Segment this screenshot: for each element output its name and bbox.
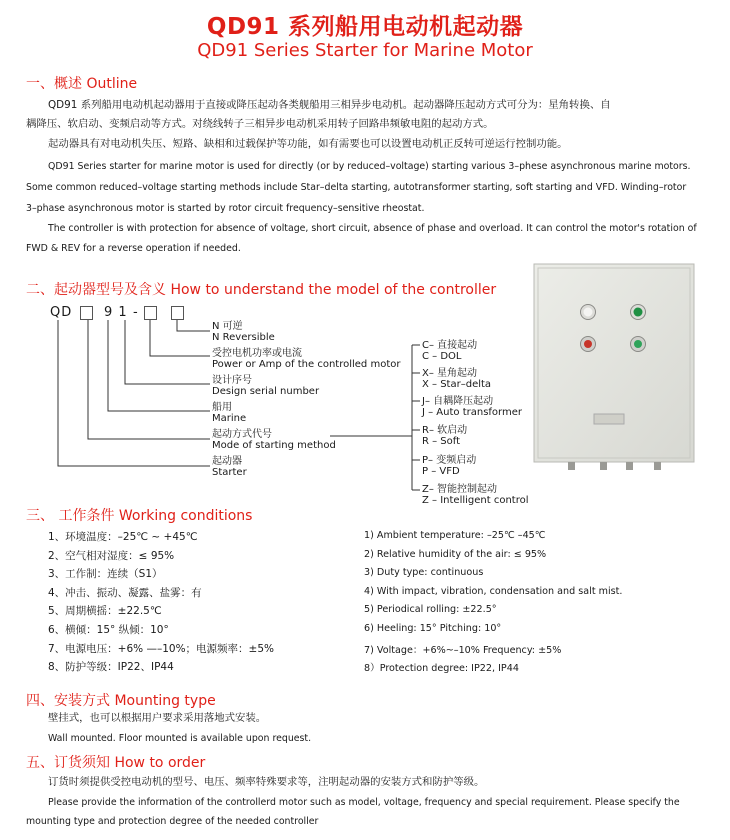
condition-en: 5) Periodical rolling: ±22.5°	[364, 604, 497, 615]
model-label-cn: 受控电机功率或电流	[212, 348, 302, 359]
model-label-cn: N 可逆	[212, 321, 243, 332]
method-en: X – Star–delta	[422, 379, 492, 390]
order-en-line: Please provide the information of the controllerd motor such as model, voltage, frequency and special requirement. Please specify the	[48, 797, 680, 808]
model-label-en: N Reversible	[212, 332, 275, 343]
outline-en-line: Some common reduced–voltage starting methods include Star–delta starting, autotransformer starting, soft starting and VFD. Winding–rotor	[26, 182, 687, 193]
mounting-heading: 四、安装方式 Mounting type	[26, 693, 216, 709]
model-label-cn: 起动器	[212, 456, 242, 467]
starter-cabinet-image	[528, 262, 700, 482]
method-item	[422, 484, 529, 506]
condition-en: 4) With impact, vibration, condensation and salt mist.	[364, 586, 623, 597]
condition-en: 3) Duty type: continuous	[364, 567, 484, 578]
mounting-en: Wall mounted. Floor mounted is available upon request.	[48, 733, 312, 744]
method-en: Z – Intelligent control	[422, 495, 529, 506]
condition-cn: 3、工作制：连续（S1）	[48, 568, 163, 580]
model-label-cn: 船用	[212, 402, 232, 413]
model-label-en: Power or Amp of the controlled motor	[212, 359, 401, 370]
outline-heading: 一、概述 Outline	[26, 76, 138, 92]
mounting-cn: 壁挂式，也可以根据用户要求采用落地式安装。	[48, 712, 267, 724]
method-cn: J– 自耦降压起动	[422, 396, 494, 407]
outline-en-line: FWD & REV for a reverse operation if needed.	[26, 243, 241, 254]
method-en: R – Soft	[422, 436, 461, 447]
condition-cn: 5、周期横摇：±22.5℃	[48, 605, 162, 617]
model-label-en: Design serial number	[212, 386, 320, 397]
model-digits: 9 1	[104, 305, 128, 320]
method-item	[422, 368, 491, 390]
outline-en-line: The controller is with protection for absence of voltage, short circuit, absence of phase and overload. It can control the motor's rotation of	[48, 223, 697, 234]
page-title: QD91 系列船用电动机起动器	[206, 14, 524, 40]
method-item	[422, 340, 477, 362]
outline-cn-line: 耦降压、软启动、变频启动等方式。对绕线转子三相异步电动机采用转子回路串频敏电阻的起动方式。	[26, 118, 494, 130]
condition-en: 1) Ambient temperature: –25℃ –45℃	[364, 530, 546, 541]
model-label-serial	[212, 375, 319, 397]
outline-cn-line: 起动器具有对电动机失压、短路、缺相和过载保护等功能，如有需要也可以设置电动机正反转可逆运行控制功能。	[48, 138, 568, 150]
outline-en-line: 3–phase asynchronous motor is started by rotor circuit frequency–sensitive rheostat.	[26, 203, 425, 214]
condition-cn: 2、空气相对湿度：≤ 95%	[48, 550, 175, 562]
condition-cn: 4、冲击、振动、凝露、盐雾：有	[48, 587, 202, 599]
condition-cn: 7、电源电压：+6% —–10%；电源频率：±5%	[48, 643, 275, 655]
condition-en: 7) Voltage：+6%~–10% Frequency: ±5%	[364, 645, 562, 656]
model-label-cn: 起动方式代号	[212, 429, 272, 440]
outline-cn-line: QD91 系列船用电动机起动器用于直接或降压起动各类舰船用三相异步电动机。起动器降压起动方式可分为：星角转换、自	[48, 99, 611, 111]
condition-cn: 8、防护等级：IP22、IP44	[48, 661, 174, 673]
model-label-en: Marine	[212, 413, 247, 424]
method-cn: X– 星角起动	[422, 368, 478, 379]
model-prefix: QD	[50, 305, 73, 320]
model-label-cn: 设计序号	[212, 375, 252, 386]
model-label-power	[212, 348, 400, 370]
order-en-line: mounting type and protection degree of the needed controller	[26, 816, 319, 827]
model-label-reversible	[212, 321, 275, 343]
method-cn: Z– 智能控制起动	[422, 484, 498, 495]
model-label-en: Mode of starting method	[212, 440, 336, 451]
method-en: P – VFD	[422, 466, 460, 477]
model-label-starter	[212, 456, 247, 478]
condition-en: 2) Relative humidity of the air: ≤ 95%	[364, 549, 547, 560]
method-cn: P– 变频启动	[422, 455, 477, 466]
page-subtitle: QD91 Series Starter for Marine Motor	[197, 40, 533, 61]
model-dash: -	[133, 305, 139, 320]
condition-en: 8）Protection degree: IP22, IP44	[364, 663, 519, 674]
order-cn: 订货时须提供受控电动机的型号、电压、频率特殊要求等，注明起动器的安装方式和防护等级。	[48, 776, 485, 788]
order-heading: 五、订货须知 How to order	[26, 755, 206, 771]
condition-cn: 1、环境温度：–25℃ ~ +45℃	[48, 531, 198, 543]
method-item	[422, 455, 476, 477]
method-item	[422, 396, 522, 418]
condition-en: 6) Heeling: 15° Pitching: 10°	[364, 623, 502, 634]
method-en: C – DOL	[422, 351, 462, 362]
method-item	[422, 425, 467, 447]
method-cn: R– 软启动	[422, 425, 468, 436]
method-cn: C– 直接起动	[422, 340, 478, 351]
conditions-heading: 三、 工作条件 Working conditions	[26, 508, 253, 524]
model-heading: 二、起动器型号及含义 How to understand the model of the controller	[26, 282, 497, 298]
method-en: J – Auto transformer	[422, 407, 522, 418]
model-label-marine	[212, 402, 246, 424]
condition-cn: 6、横倾：15° 纵倾：10°	[48, 624, 169, 636]
outline-en-line: QD91 Series starter for marine motor is used for directly (or by reduced–voltage) starting various 3–phese asynchronous marine motors.	[48, 161, 691, 172]
model-label-en: Starter	[212, 467, 247, 478]
model-label-start-mode	[212, 429, 336, 451]
